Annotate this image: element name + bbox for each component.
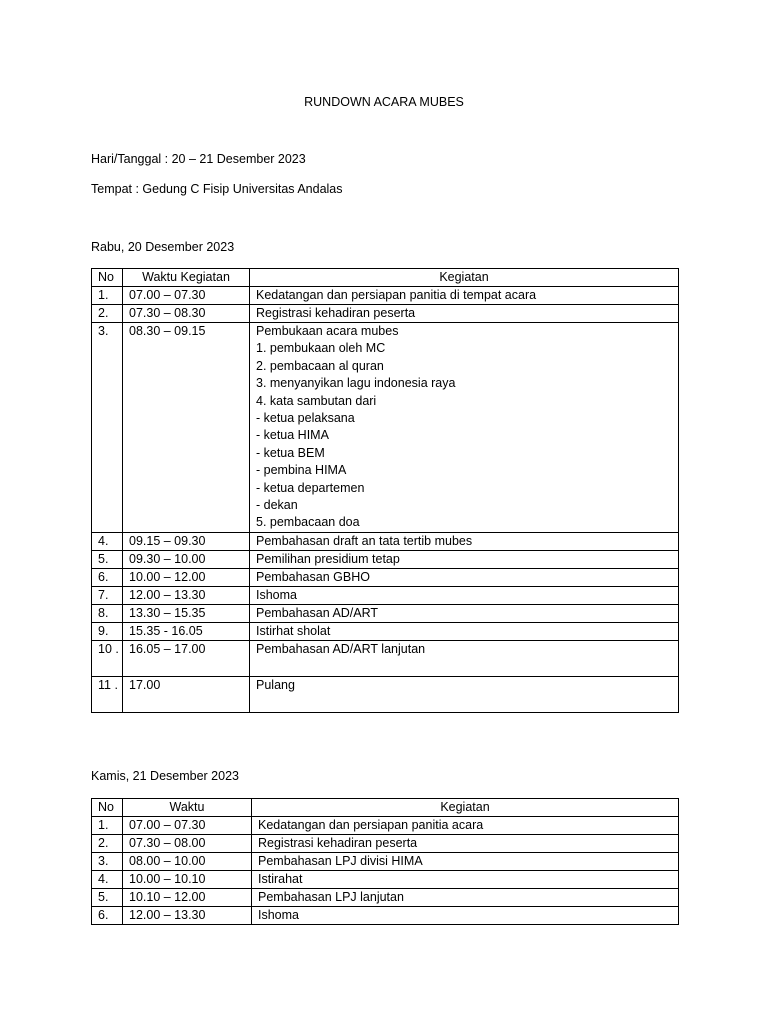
- row-time: 12.00 – 13.30: [123, 907, 252, 925]
- table-row: [92, 871, 679, 889]
- row-no: 2.: [92, 305, 123, 323]
- table-row: [92, 907, 679, 925]
- detail-item: 3. menyanyikan lagu indonesia raya: [256, 376, 456, 391]
- row-no: 10 .: [92, 641, 123, 677]
- row-activity: Pembahasan AD/ART: [250, 605, 679, 623]
- row-no: 4.: [92, 533, 123, 551]
- table-row: [92, 587, 679, 605]
- detail-item: - ketua departemen: [256, 480, 365, 495]
- row-no: 8.: [92, 605, 123, 623]
- row-time: 08.00 – 10.00: [123, 853, 252, 871]
- detail-item: - dekan: [256, 498, 298, 513]
- row-activity: Registrasi kehadiran peserta: [250, 305, 679, 323]
- table-row: [92, 817, 679, 835]
- header-time: Waktu: [123, 799, 252, 817]
- detail-item: - ketua pelaksana: [256, 411, 355, 426]
- header-no: No: [92, 799, 123, 817]
- row-no: 4.: [92, 871, 123, 889]
- table-row: [92, 623, 679, 641]
- row-time: 15.35 - 16.05: [123, 623, 250, 641]
- row-activity: Ishoma: [252, 907, 679, 925]
- header-activity: Kegiatan: [250, 269, 679, 287]
- table-row: [92, 305, 679, 323]
- row-time: 16.05 – 17.00: [123, 641, 250, 677]
- table-header-row: [92, 269, 679, 287]
- row-no: 5.: [92, 889, 123, 907]
- day1-heading: Rabu, 20 Desember 2023: [91, 240, 235, 254]
- table-row: [92, 569, 679, 587]
- table-row: [92, 889, 679, 907]
- day2-schedule-table: [91, 798, 679, 925]
- row-time: 07.30 – 08.00: [123, 835, 252, 853]
- table-row: [92, 551, 679, 569]
- row-no: 9.: [92, 623, 123, 641]
- date-line: Hari/Tanggal : 20 – 21 Desember 2023: [91, 152, 306, 166]
- row-activity: Istirhat sholat: [250, 623, 679, 641]
- row-time: 07.00 – 07.30: [123, 287, 250, 305]
- table-row: [92, 853, 679, 871]
- detail-item: 1. pembukaan oleh MC: [256, 341, 386, 356]
- row-no: 7.: [92, 587, 123, 605]
- row-activity: Pembahasan GBHO: [250, 569, 679, 587]
- table-row: [92, 533, 679, 551]
- row-no: 1.: [92, 287, 123, 305]
- row-activity: Kedatangan dan persiapan panitia acara: [252, 817, 679, 835]
- row-no: 11 .: [92, 677, 123, 713]
- table-row: [92, 605, 679, 623]
- row-time: 08.30 – 09.15: [123, 323, 250, 533]
- detail-item: - pembina HIMA: [256, 463, 347, 478]
- row-time: 12.00 – 13.30: [123, 587, 250, 605]
- table-row: [92, 677, 679, 713]
- row-activity: Registrasi kehadiran peserta: [252, 835, 679, 853]
- row-time: 10.10 – 12.00: [123, 889, 252, 907]
- row-time: 17.00: [123, 677, 250, 713]
- row-activity: Pembahasan AD/ART lanjutan: [250, 641, 679, 677]
- row-activity-with-details: [250, 323, 679, 533]
- detail-item: - ketua BEM: [256, 445, 325, 460]
- row-activity: Pemilihan presidium tetap: [250, 551, 679, 569]
- row-no: 6.: [92, 907, 123, 925]
- row-activity: Kedatangan dan persiapan panitia di tempat acara: [250, 287, 679, 305]
- row-activity: Pembahasan LPJ divisi HIMA: [252, 853, 679, 871]
- place-line: Tempat : Gedung C Fisip Universitas Andalas: [91, 182, 343, 196]
- detail-item: 2. pembacaan al quran: [256, 358, 384, 373]
- row-activity: Pembahasan LPJ lanjutan: [252, 889, 679, 907]
- row-time: 07.30 – 08.30: [123, 305, 250, 323]
- day1-schedule-table: [91, 268, 679, 713]
- table-row: [92, 287, 679, 305]
- row-time: 09.30 – 10.00: [123, 551, 250, 569]
- row-activity: Pembukaan acara mubes: [256, 324, 399, 338]
- detail-item: - ketua HIMA: [256, 428, 329, 443]
- row-no: 2.: [92, 835, 123, 853]
- document-title: RUNDOWN ACARA MUBES: [304, 95, 464, 109]
- row-activity: Ishoma: [250, 587, 679, 605]
- row-activity: Pembahasan draft an tata tertib mubes: [250, 533, 679, 551]
- row-time: 09.15 – 09.30: [123, 533, 250, 551]
- header-activity: Kegiatan: [252, 799, 679, 817]
- row-no: 5.: [92, 551, 123, 569]
- header-no: No: [92, 269, 123, 287]
- table-header-row: [92, 799, 679, 817]
- row-no: 6.: [92, 569, 123, 587]
- detail-item: 4. kata sambutan dari: [256, 393, 377, 408]
- row-time: 13.30 – 15.35: [123, 605, 250, 623]
- row-time: 07.00 – 07.30: [123, 817, 252, 835]
- table-row: [92, 641, 679, 677]
- row-no: 3.: [92, 853, 123, 871]
- table-row: [92, 323, 679, 533]
- row-activity: Istirahat: [252, 871, 679, 889]
- row-activity: Pulang: [250, 677, 679, 713]
- table-row: [92, 835, 679, 853]
- row-time: 10.00 – 12.00: [123, 569, 250, 587]
- detail-item: 5. pembacaan doa: [256, 515, 360, 530]
- row-no: 1.: [92, 817, 123, 835]
- header-time: Waktu Kegiatan: [123, 269, 250, 287]
- row-no: 3.: [92, 323, 123, 533]
- row-time: 10.00 – 10.10: [123, 871, 252, 889]
- day2-heading: Kamis, 21 Desember 2023: [91, 769, 239, 783]
